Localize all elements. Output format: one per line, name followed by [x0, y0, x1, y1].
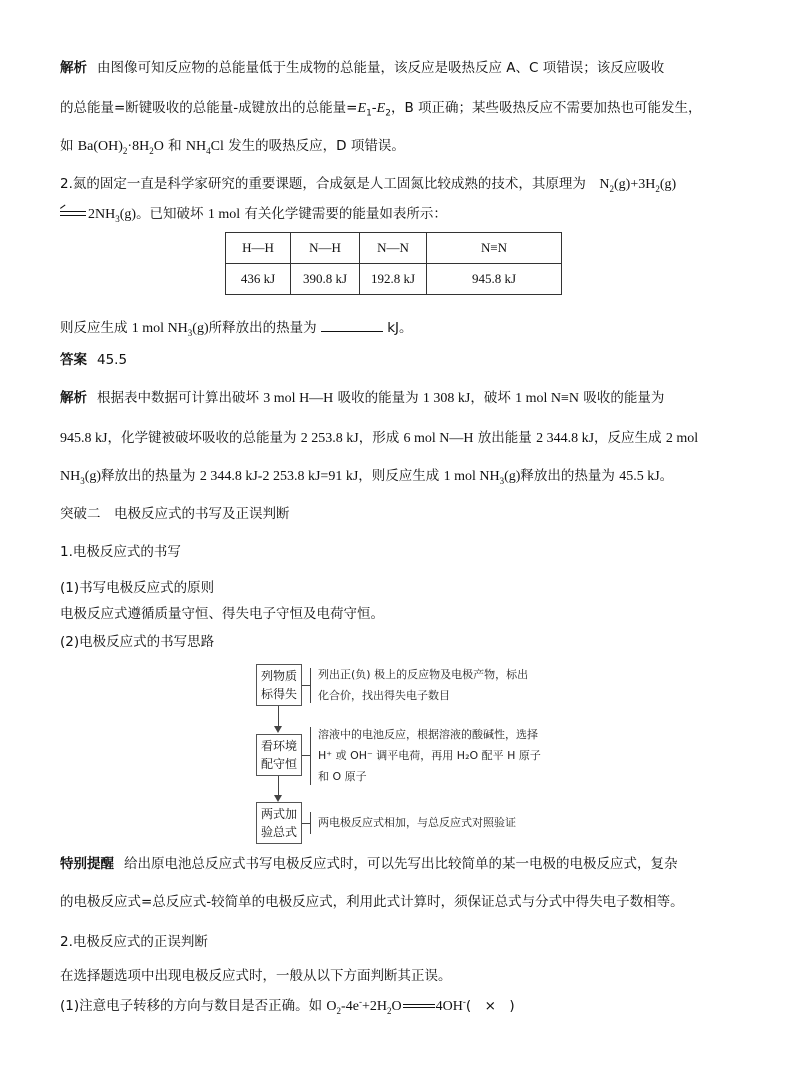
flow-connector: [278, 776, 279, 795]
flow-connector: [278, 706, 279, 727]
table-cell: N—H: [291, 233, 360, 264]
flow-desc-text: H⁺ 或 OH⁻ 调平电荷，再用 H₂O 配平 H 原子: [318, 749, 541, 762]
judge-item-1: (1)注意电子转移的方向与数目是否正确。如 $O_2-4e^-+2H_2O$ 4OH-( × ): [60, 996, 515, 1016]
table-cell: N—N: [360, 233, 427, 264]
analysis-label: 解析: [60, 390, 87, 406]
subsection-1-title: 1.电极反应式的书写: [60, 544, 181, 560]
flow-box-text: 看环境: [260, 739, 297, 753]
answer-line: [60, 350, 127, 370]
flow-box-3: [256, 802, 302, 844]
tip-line-2: 的电极反应式=总反应式-较简单的电极反应式，利用此式计算时，须保证总式与分式中得失电子数相等。: [60, 894, 684, 910]
bracket-line: [310, 812, 311, 834]
approach-title: (2)电极反应式的书写思路: [60, 634, 215, 650]
bracket-tick: [302, 823, 310, 824]
flow-desc-3: [318, 812, 516, 833]
answer-value: 45.5: [97, 352, 128, 368]
subsection-2-title: 2.电极反应式的正误判断: [60, 934, 208, 950]
judge-mark: ( × ): [465, 998, 515, 1014]
analysis-1-line-1: 解析 由图像可知反应物的总能量低于生成物的总能量，该反应是吸热反应 A、C 项错误；该反应吸收: [60, 60, 665, 76]
flow-box-text: 配守恒: [260, 757, 297, 771]
bracket-tick: [302, 755, 310, 756]
question-2-line-1: 2.氮的固定一直是科学家研究的重要课题，合成氨是人工固氮比较成熟的技术，其原理为 $N_2(g)+3H_2(g)$: [60, 176, 677, 194]
flow-desc-2: [318, 724, 541, 787]
table-cell: 436 kJ: [226, 264, 291, 295]
analysis-label: 解析: [60, 60, 87, 76]
flow-desc-text: 化合价，找出得失电子数目: [318, 689, 450, 702]
analysis-1-line-3: 如 $Ba(OH)_2\cdot 8H_2O$ 和 $NH_4Cl$ 发生的吸热反应，D 项错误。: [60, 138, 405, 156]
flow-box-1: [256, 664, 302, 706]
flow-desc-text: 和 O 原子: [318, 770, 367, 783]
analysis-2-line-3: $NH_3(g)$释放出的热量为 2 344.8 kJ-2 253.8 kJ=91 kJ，则反应生成 1 mol $NH_3(g)$释放出的热量为 45.5 kJ。: [60, 468, 674, 486]
judge-item-text: (1)注意电子转移的方向与数目是否正确。如: [60, 998, 323, 1014]
arrow-down-icon: [274, 726, 282, 733]
tip-label: 特别提醒: [60, 856, 114, 872]
bracket-line: [310, 727, 311, 785]
section-title: 突破二 电极反应式的书写及正误判断: [60, 506, 290, 522]
bracket-tick: [302, 685, 310, 686]
flow-box-text: 标得失: [260, 687, 297, 701]
bond-energy-table: [225, 232, 562, 295]
arrow-down-icon: [274, 795, 282, 802]
analysis-2-line-1: 解析 根据表中数据可计算出破坏 3 mol H—H 吸收的能量为 1 308 kJ，破坏 1 mol N≡N 吸收的能量为: [60, 390, 665, 406]
table-cell: H—H: [226, 233, 291, 264]
question-2-line-2: $2NH_3(g)$。已知破坏 1 mol 有关化学键需要的能量如表所示：: [60, 204, 447, 225]
equals-arrow-icon: [403, 1004, 435, 1008]
flow-desc-1: [318, 664, 528, 706]
principle-title: (1)书写电极反应式的原则: [60, 580, 215, 596]
flow-box-2: [256, 734, 302, 776]
flow-box-text: 验总式: [260, 825, 297, 839]
flow-desc-text: 两电极反应式相加，与总反应式对照验证: [318, 816, 516, 829]
judge-intro: 在选择题选项中出现电极反应式时，一般从以下方面判断其正误。: [60, 968, 452, 984]
answer-blank: [321, 318, 383, 332]
table-row: [226, 233, 562, 264]
principle-text: 电极反应式遵循质量守恒、得失电子守恒及电荷守恒。: [60, 606, 384, 622]
table-cell: 945.8 kJ: [427, 264, 562, 295]
analysis-2-line-2: 945.8 kJ，化学键被破坏吸收的总能量为 2 253.8 kJ，形成 6 mol N—H 放出能量 2 344.8 kJ，反应生成 2 mol: [60, 430, 699, 446]
flow-box-text: 两式加: [260, 807, 297, 821]
reversible-arrow-icon: [60, 210, 86, 218]
analysis-1-line-2: 的总能量=断键吸收的总能量-成键放出的总能量$=E_1-E_2$，B 项正确；某些吸热反应不需要加热也可能发生，: [60, 100, 702, 119]
question-2-prompt: 则反应生成 1 mol $NH_3(g)$所释放出的热量为 kJ。: [60, 320, 413, 338]
flow-box-text: 列物质: [260, 669, 297, 683]
answer-label: 答案: [60, 352, 87, 368]
table-cell: 390.8 kJ: [291, 264, 360, 295]
bracket-line: [310, 668, 311, 703]
table-row: [226, 264, 562, 295]
flow-desc-text: 列出正(负) 极上的反应物及电极产物，标出: [318, 668, 529, 681]
table-cell: 192.8 kJ: [360, 264, 427, 295]
tip-line-1: [60, 854, 678, 874]
tip-text: 给出原电池总反应式书写电极反应式时，可以先写出比较简单的某一电极的电极反应式，复杂: [124, 856, 678, 872]
flow-desc-text: 溶液中的电池反应，根据溶液的酸碱性，选择: [318, 728, 538, 741]
table-cell: N≡N: [427, 233, 562, 264]
